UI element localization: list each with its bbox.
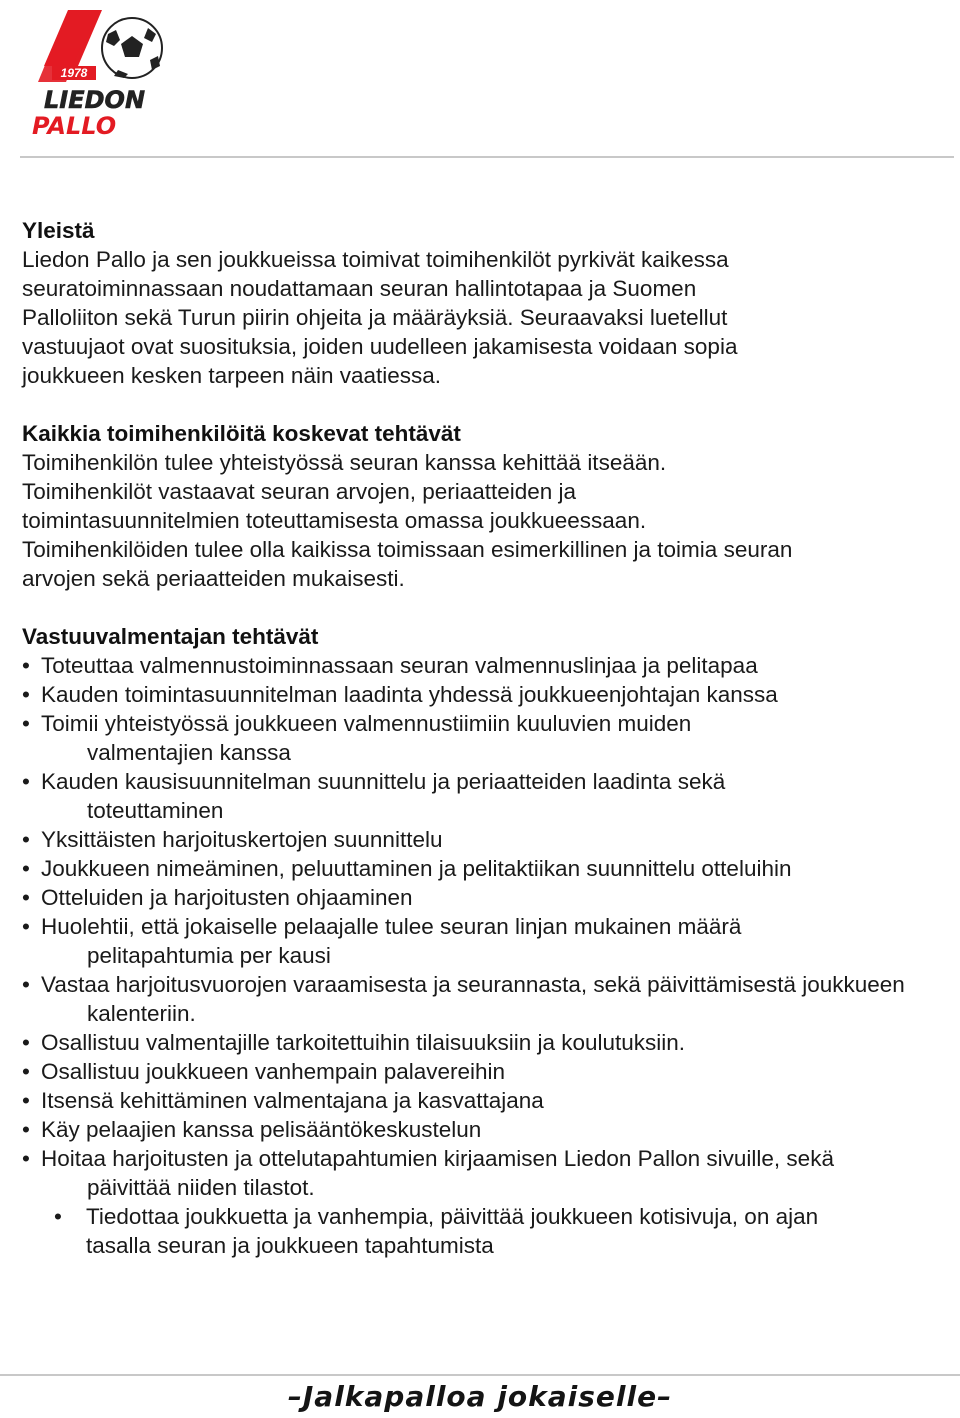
bullet-icon: • bbox=[22, 827, 30, 852]
football-icon bbox=[102, 18, 162, 78]
list-item: • Käy pelaajien kanssa pelisääntökeskustelun bbox=[22, 1117, 482, 1142]
paragraph-line: joukkueen kesken tarpeen näin vaatiessa. bbox=[22, 363, 442, 388]
paragraph-line: Toimihenkilön tulee yhteistyössä seuran kanssa kehittää itseään. bbox=[22, 450, 667, 475]
bullet-icon: • bbox=[22, 972, 30, 997]
document-body bbox=[22, 216, 942, 1289]
list-item: • Vastaa harjoitusvuorojen varaamisesta ja seurannasta, sekä päivittämisestä joukkueen kalenteriin. bbox=[22, 972, 905, 1026]
footer-slogan: –Jalkapalloa jokaiselle– bbox=[287, 1380, 673, 1413]
bullet-icon: • bbox=[22, 1117, 30, 1142]
list-item: • Huolehtii, että jokaiselle pelaajalle tulee seuran linjan mukainen määrä pelitapahtumia per kausi bbox=[22, 914, 742, 968]
paragraph-line: arvojen sekä periaatteiden mukaisesti. bbox=[22, 566, 405, 591]
paragraph-line: seuratoiminnassaan noudattamaan seuran hallintotapaa ja Suomen bbox=[22, 276, 697, 301]
list-item: • Kauden kausisuunnitelman suunnittelu ja periaatteiden laadinta sekä toteuttaminen bbox=[22, 769, 726, 823]
paragraph-line: Liedon Pallo ja sen joukkueissa toimivat toimihenkilöt pyrkivät kaikessa bbox=[22, 247, 729, 272]
coach-duties-list bbox=[22, 651, 942, 1260]
footer-divider bbox=[0, 1374, 960, 1376]
paragraph-line: toimintasuunnitelmien toteuttamisesta omassa joukkueessaan. bbox=[22, 508, 647, 533]
list-item: • Joukkueen nimeäminen, peluuttaminen ja pelitaktiikan suunnittelu otteluihin bbox=[22, 856, 792, 881]
section-all-officials bbox=[22, 419, 942, 593]
bullet-icon: • bbox=[22, 914, 30, 939]
paragraph-line: vastuujaot ovat suosituksia, joiden uudelleen jakamisesta voidaan sopia bbox=[22, 334, 738, 359]
section-general bbox=[22, 216, 942, 390]
list-item: • Itsensä kehittäminen valmentajana ja kasvattajana bbox=[22, 1088, 544, 1113]
section-title-all-officials: Kaikkia toimihenkilöitä koskevat tehtävät bbox=[22, 421, 461, 446]
bullet-icon: • bbox=[22, 769, 30, 794]
liedon-pallo-logo bbox=[22, 4, 172, 154]
bullet-icon: • bbox=[22, 1146, 30, 1171]
list-item: • Toteuttaa valmennustoiminnassaan seuran valmennuslinjaa ja pelitapaa bbox=[22, 653, 758, 678]
bullet-icon: • bbox=[22, 1088, 30, 1113]
paragraph-line: Toimihenkilöiden tulee olla kaikissa toimissaan esimerkillinen ja toimia seuran bbox=[22, 537, 793, 562]
section-title-head-coach: Vastuuvalmentajan tehtävät bbox=[22, 624, 319, 649]
list-item: • Otteluiden ja harjoitusten ohjaaminen bbox=[22, 885, 413, 910]
bullet-icon: • bbox=[22, 1030, 30, 1055]
section-title-general: Yleistä bbox=[22, 218, 95, 243]
bullet-icon: • bbox=[22, 1059, 30, 1084]
list-item: • Hoitaa harjoitusten ja ottelutapahtumien kirjaamisen Liedon Pallon sivuille, sekä päivittää niiden tilastot. bbox=[22, 1146, 834, 1200]
bullet-icon: • bbox=[54, 1204, 62, 1229]
svg-text:1978: 1978 bbox=[60, 66, 88, 80]
list-item: • Osallistuu valmentajille tarkoitettuihin tilaisuuksiin ja koulutuksiin. bbox=[22, 1030, 686, 1055]
bullet-icon: • bbox=[22, 885, 30, 910]
list-item: • Kauden toimintasuunnitelman laadinta yhdessä joukkueenjohtajan kanssa bbox=[22, 682, 778, 707]
list-item: • Yksittäisten harjoituskertojen suunnittelu bbox=[22, 827, 443, 852]
list-item: • Toimii yhteistyössä joukkueen valmennustiimiin kuuluvien muiden valmentajien kanssa bbox=[22, 711, 692, 765]
header-divider bbox=[20, 156, 954, 158]
bullet-icon: • bbox=[22, 856, 30, 881]
list-item: • Tiedottaa joukkuetta ja vanhempia, päivittää joukkueen kotisivuja, on ajan tasalla seuran ja joukkueen tapahtumista bbox=[54, 1204, 819, 1258]
section-head-coach bbox=[22, 622, 942, 1260]
svg-text:PALLO: PALLO bbox=[32, 112, 117, 140]
paragraph-line: Toimihenkilöt vastaavat seuran arvojen, periaatteiden ja bbox=[22, 479, 577, 504]
bullet-icon: • bbox=[22, 682, 30, 707]
paragraph-line: Palloliiton sekä Turun piirin ohjeita ja määräyksiä. Seuraavaksi luetellut bbox=[22, 305, 728, 330]
bullet-icon: • bbox=[22, 653, 30, 678]
bullet-icon: • bbox=[22, 711, 30, 736]
page-header bbox=[0, 0, 960, 160]
list-item: • Osallistuu joukkueen vanhempain palavereihin bbox=[22, 1059, 506, 1084]
svg-text:LIEDON: LIEDON bbox=[44, 86, 146, 114]
